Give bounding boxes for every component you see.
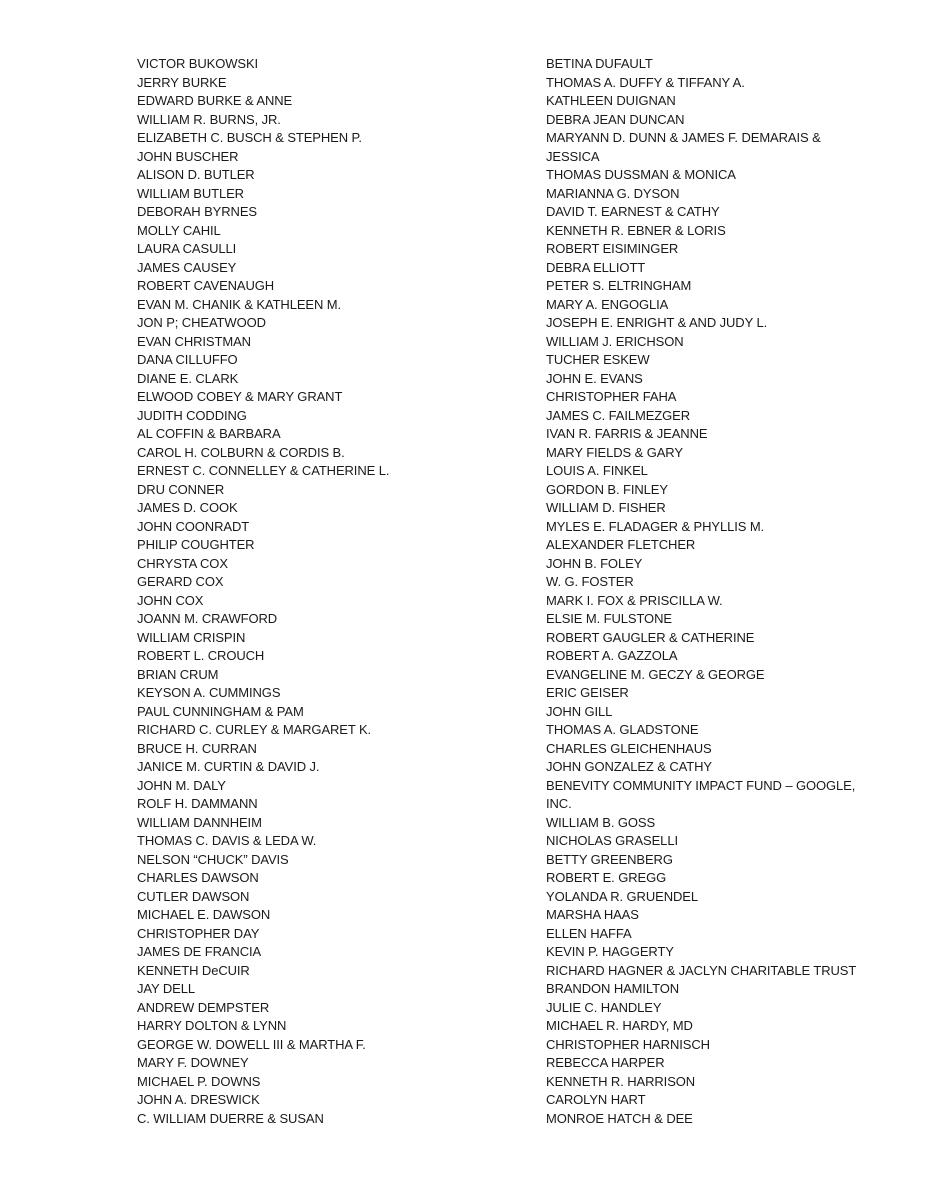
donor-name-line: ROBERT CAVENAUGH bbox=[137, 278, 275, 293]
donor-name-line: THOMAS A. GLADSTONE bbox=[546, 722, 699, 737]
donor-name-line: CUTLER DAWSON bbox=[137, 888, 250, 904]
donor-name-line: MARIANNA G. DYSON bbox=[546, 185, 680, 201]
donor-name-line: KATHLEEN DUIGNAN bbox=[546, 93, 676, 108]
donor-name-line: JAMES D. COOK bbox=[137, 500, 238, 515]
donor-name-line: INC. bbox=[546, 796, 572, 811]
donor-name-line: THOMAS C. DAVIS & LEDA W. bbox=[137, 833, 317, 848]
donor-name-line: MICHAEL E. DAWSON bbox=[137, 907, 271, 922]
donor-name-line: ROBERT L. CROUCH bbox=[137, 648, 265, 663]
donor-name-line: CHRISTOPHER HARNISCH bbox=[546, 1036, 710, 1052]
donor-name-line: ROBERT EISIMINGER bbox=[546, 241, 679, 256]
donor-name-line: LAURA CASULLI bbox=[137, 241, 237, 256]
donor-name-line: MARK I. FOX & PRISCILLA W. bbox=[546, 592, 723, 608]
donor-name-line: KENNETH R. HARRISON bbox=[546, 1073, 696, 1089]
donor-name-line: JAMES DE FRANCIA bbox=[137, 944, 262, 959]
donor-name-line: JERRY BURKE bbox=[137, 74, 227, 90]
donor-name-line: JOHN BUSCHER bbox=[137, 148, 239, 164]
donor-name-line: PETER S. ELTRINGHAM bbox=[546, 278, 692, 293]
donor-name-line: REBECCA HARPER bbox=[546, 1055, 665, 1070]
donor-name-line: LOUIS A. FINKEL bbox=[546, 463, 648, 478]
donor-name-line: ALEXANDER FLETCHER bbox=[546, 537, 696, 552]
donor-name-line: DEBRA ELLIOTT bbox=[546, 259, 646, 275]
donor-name-line: KENNETH DeCUIR bbox=[137, 962, 250, 978]
donor-name-line: JOSEPH E. ENRIGHT & AND JUDY L. bbox=[546, 315, 768, 330]
donor-name-line: BENEVITY COMMUNITY IMPACT FUND – GOOGLE, bbox=[546, 777, 856, 793]
donor-name-line: JAMES CAUSEY bbox=[137, 259, 237, 275]
donor-name-line: MOLLY CAHIL bbox=[137, 222, 221, 238]
donor-name-line: DIANE E. CLARK bbox=[137, 370, 239, 386]
donor-name-line: THOMAS A. DUFFY & TIFFANY A. bbox=[546, 74, 745, 90]
donor-name-line: ROLF H. DAMMANN bbox=[137, 796, 258, 811]
donor-name-line: GERARD COX bbox=[137, 574, 224, 589]
donor-name-line: ELSIE M. FULSTONE bbox=[546, 611, 672, 626]
donor-name-line: JOHN B. FOLEY bbox=[546, 555, 643, 571]
donor-name-line: TUCHER ESKEW bbox=[546, 352, 650, 367]
donor-name-line: JOHN E. EVANS bbox=[546, 370, 643, 386]
donor-name-line: ERIC GEISER bbox=[546, 685, 629, 700]
donor-name-line: EVANGELINE M. GECZY & GEORGE bbox=[546, 666, 765, 682]
donor-name-line: JON P; CHEATWOOD bbox=[137, 315, 266, 330]
right-name-column bbox=[546, 55, 876, 1128]
donor-name-line: RICHARD HAGNER & JACLYN CHARITABLE TRUST bbox=[546, 962, 857, 978]
donor-name-line: JUDITH CODDING bbox=[137, 407, 247, 423]
donor-name-line: EVAN M. CHANIK & KATHLEEN M. bbox=[137, 296, 342, 312]
donor-name-line: DEBORAH BYRNES bbox=[137, 204, 257, 219]
donor-name-line: GORDON B. FINLEY bbox=[546, 481, 668, 497]
donor-name-line: WILLIAM D. FISHER bbox=[546, 500, 666, 515]
donor-name-line: DRU CONNER bbox=[137, 481, 225, 497]
donor-name-line: ROBERT GAUGLER & CATHERINE bbox=[546, 629, 755, 645]
donor-name-line: AL COFFIN & BARBARA bbox=[137, 426, 281, 441]
donor-name-line: JOHN GILL bbox=[546, 703, 613, 719]
donor-name-line: EVAN CHRISTMAN bbox=[137, 333, 251, 349]
donor-name-line: PHILIP COUGHTER bbox=[137, 537, 255, 552]
donor-name-line: WILLIAM CRISPIN bbox=[137, 629, 246, 645]
donor-name-line: KEVIN P. HAGGERTY bbox=[546, 944, 674, 959]
donor-name-line: JESSICA bbox=[546, 148, 600, 164]
donor-name-line: DANA CILLUFFO bbox=[137, 352, 238, 367]
donor-name-line: MARYANN D. DUNN & JAMES F. DEMARAIS & bbox=[546, 130, 821, 145]
donor-name-line: WILLIAM R. BURNS, JR. bbox=[137, 111, 281, 127]
donor-name-line: BRUCE H. CURRAN bbox=[137, 740, 257, 756]
donor-name-line: JOHN COX bbox=[137, 592, 204, 608]
donor-name-line: ERNEST C. CONNELLEY & CATHERINE L. bbox=[137, 463, 390, 478]
donor-name-line: HARRY DOLTON & LYNN bbox=[137, 1018, 287, 1033]
donor-name-line: JAY DELL bbox=[137, 981, 195, 996]
donor-name-line: ROBERT E. GREGG bbox=[546, 870, 667, 885]
donor-name-line: JOHN GONZALEZ & CATHY bbox=[546, 759, 712, 774]
donor-name-line: CHRISTOPHER DAY bbox=[137, 925, 260, 941]
donor-name-line: ELWOOD COBEY & MARY GRANT bbox=[137, 389, 343, 404]
donor-name-line: MICHAEL R. HARDY, MD bbox=[546, 1018, 693, 1033]
donor-name-line: WILLIAM BUTLER bbox=[137, 185, 244, 201]
donor-name-line: CHARLES DAWSON bbox=[137, 870, 259, 885]
donor-name-line: ALISON D. BUTLER bbox=[137, 167, 255, 182]
donor-name-line: NELSON “CHUCK” DAVIS bbox=[137, 851, 289, 867]
donor-name-line: MARY FIELDS & GARY bbox=[546, 444, 683, 460]
donor-name-line: WILLIAM B. GOSS bbox=[546, 814, 656, 830]
donor-name-line: EDWARD BURKE & ANNE bbox=[137, 93, 293, 108]
donor-name-line: WILLIAM J. ERICHSON bbox=[546, 333, 684, 349]
donor-name-line: MARY F. DOWNEY bbox=[137, 1055, 249, 1070]
donor-name-line: JOHN M. DALY bbox=[137, 777, 226, 793]
donor-name-line: KEYSON A. CUMMINGS bbox=[137, 685, 281, 700]
donor-name-line: VICTOR BUKOWSKI bbox=[137, 56, 259, 71]
donor-name-line: CHRYSTA COX bbox=[137, 555, 228, 571]
donor-name-line: KENNETH R. EBNER & LORIS bbox=[546, 222, 726, 238]
donor-name-line: MARSHA HAAS bbox=[546, 907, 639, 922]
donor-name-line: ELLEN HAFFA bbox=[546, 925, 632, 941]
donor-name-line: JOHN COONRADT bbox=[137, 518, 250, 534]
donor-name-line: JOANN M. CRAWFORD bbox=[137, 611, 278, 626]
left-name-column bbox=[137, 55, 517, 1128]
donor-name-line: PAUL CUNNINGHAM & PAM bbox=[137, 703, 304, 719]
donor-name-line: MYLES E. FLADAGER & PHYLLIS M. bbox=[546, 518, 765, 534]
donor-name-line: CAROLYN HART bbox=[546, 1092, 646, 1107]
donor-name-line: JULIE C. HANDLEY bbox=[546, 999, 662, 1015]
donor-name-line: BETINA DUFAULT bbox=[546, 56, 653, 71]
donor-name-line: CHARLES GLEICHENHAUS bbox=[546, 740, 712, 756]
donor-name-line: RICHARD C. CURLEY & MARGARET K. bbox=[137, 722, 372, 737]
donor-name-line: BETTY GREENBERG bbox=[546, 851, 673, 867]
donor-name-line: MONROE HATCH & DEE bbox=[546, 1110, 693, 1126]
donor-name-line: C. WILLIAM DUERRE & SUSAN bbox=[137, 1110, 324, 1126]
donor-name-line: BRIAN CRUM bbox=[137, 666, 219, 682]
donor-name-line: DEBRA JEAN DUNCAN bbox=[546, 111, 685, 127]
donor-name-line: THOMAS DUSSMAN & MONICA bbox=[546, 167, 736, 182]
donor-name-line: ROBERT A. GAZZOLA bbox=[546, 648, 678, 663]
donor-name-line: JOHN A. DRESWICK bbox=[137, 1092, 260, 1107]
donor-name-line: YOLANDA R. GRUENDEL bbox=[546, 888, 698, 904]
donor-name-line: DAVID T. EARNEST & CATHY bbox=[546, 204, 720, 219]
donor-name-line: JAMES C. FAILMEZGER bbox=[546, 407, 691, 423]
donor-name-line: WILLIAM DANNHEIM bbox=[137, 814, 262, 830]
donor-name-line: GEORGE W. DOWELL III & MARTHA F. bbox=[137, 1036, 366, 1052]
donor-name-line: BRANDON HAMILTON bbox=[546, 981, 679, 996]
donor-name-line: CAROL H. COLBURN & CORDIS B. bbox=[137, 444, 345, 460]
donor-name-line: MICHAEL P. DOWNS bbox=[137, 1073, 261, 1089]
donor-name-line: MARY A. ENGOGLIA bbox=[546, 296, 669, 312]
donor-name-line: ELIZABETH C. BUSCH & STEPHEN P. bbox=[137, 130, 362, 145]
donor-name-line: W. G. FOSTER bbox=[546, 574, 634, 589]
donor-name-line: JANICE M. CURTIN & DAVID J. bbox=[137, 759, 320, 774]
donor-name-line: NICHOLAS GRASELLI bbox=[546, 833, 678, 848]
donor-name-line: CHRISTOPHER FAHA bbox=[546, 389, 677, 404]
donor-name-line: ANDREW DEMPSTER bbox=[137, 999, 270, 1015]
donor-name-line: IVAN R. FARRIS & JEANNE bbox=[546, 426, 708, 441]
